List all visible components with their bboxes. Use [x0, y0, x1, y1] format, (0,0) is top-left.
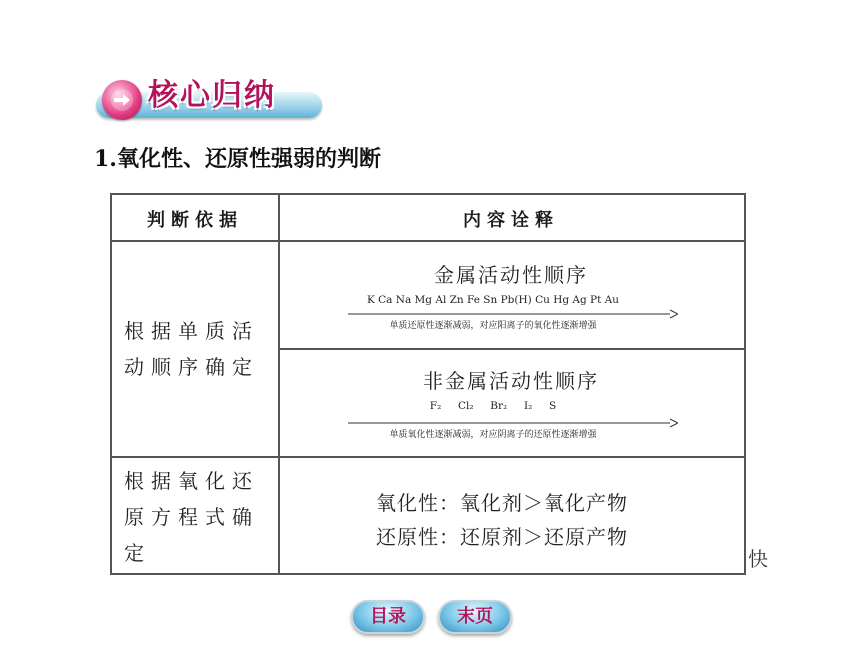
metal-series: K Ca Na Mg Al Zn Fe Sn Pb(H) Cu Hg Ag Pt Au [366, 294, 620, 306]
nonmetal-series [308, 400, 678, 412]
metal-series-title: 金属活动性顺序 [434, 263, 588, 287]
metal-series-note: 单质还原性逐渐减弱，对应阳离子的氧化性逐渐增强 [389, 321, 597, 331]
nonmetal-series-title: 非金属活动性顺序 [423, 369, 599, 393]
banner-title: 核心归纳 [148, 78, 276, 113]
basis-cell-activity [124, 313, 274, 385]
row-divider [112, 456, 744, 458]
nonmetal-item: Br₂ [490, 400, 508, 412]
nonmetal-item: S [549, 400, 557, 412]
header-content: 内容诠释 [463, 210, 559, 231]
basis-line: 原方程式确 [124, 505, 259, 529]
toc-button[interactable]: 目录 [351, 600, 425, 634]
nonmetal-series-note: 单质氧化性逐渐减弱，对应阴离子的还原性逐渐增强 [389, 430, 597, 440]
side-char: 快 [748, 547, 768, 571]
nonmetal-item: Cl₂ [457, 400, 474, 412]
page-heading: 1.氧化性、还原性强弱的判断 [94, 146, 381, 172]
arrow-right-icon [102, 80, 142, 120]
nonmetal-item: F₂ [429, 400, 442, 412]
section-banner [90, 66, 322, 124]
nonmetal-item: I₂ [523, 400, 533, 412]
header-divider [112, 240, 744, 242]
last-page-button[interactable]: 末页 [438, 600, 512, 634]
basis-line: 定 [124, 541, 151, 565]
header-basis: 判断依据 [147, 210, 243, 231]
oxidizing-rule: 氧化性：氧化剂＞氧化产物 [376, 491, 628, 515]
basis-line: 根据单质活 [124, 319, 259, 343]
inner-divider [278, 348, 744, 350]
basis-cell-equation [124, 463, 274, 571]
reducing-rule: 还原性：还原剂＞还原产物 [376, 525, 628, 549]
basis-line: 根据氧化还 [124, 469, 259, 493]
comparison-table [110, 193, 746, 575]
basis-line: 动顺序确定 [124, 355, 259, 379]
